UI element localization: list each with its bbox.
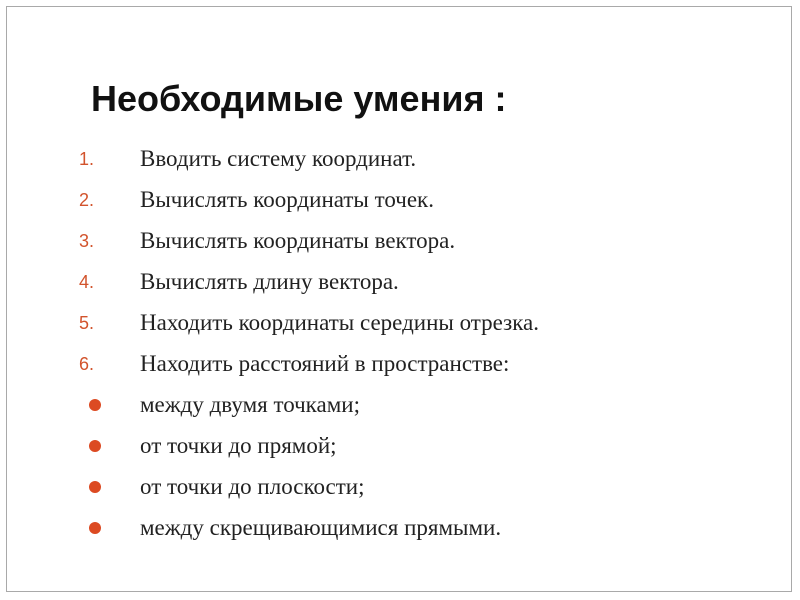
list-item-text: между скрещивающимися прямыми. bbox=[140, 515, 502, 540]
list-number: 6. bbox=[79, 354, 95, 374]
list-item-text: Находить расстояний в пространстве: bbox=[140, 351, 510, 376]
bullet-dot-icon bbox=[89, 440, 101, 452]
list-item-text: Вычислять координаты вектора. bbox=[140, 228, 456, 253]
slide bbox=[6, 6, 792, 592]
list-item-text: Вводить систему координат. bbox=[140, 146, 417, 171]
list-item-text: Находить координаты середины отрезка. bbox=[140, 310, 539, 335]
list-item-text: от точки до плоскости; bbox=[140, 474, 365, 499]
bullet-dot-icon bbox=[89, 481, 101, 493]
bullet-dot-icon bbox=[89, 522, 101, 534]
list-number: 1. bbox=[79, 149, 95, 169]
list-number: 2. bbox=[79, 190, 95, 210]
bullet-dot-icon bbox=[89, 399, 101, 411]
slide-title: Необходимые умения : bbox=[91, 78, 507, 119]
list-number: 4. bbox=[79, 272, 95, 292]
list-item-text: между двумя точками; bbox=[140, 392, 360, 417]
list-item-text: от точки до прямой; bbox=[140, 433, 337, 458]
list-number: 3. bbox=[79, 231, 95, 251]
list-item-text: Вычислять длину вектора. bbox=[140, 269, 399, 294]
list-item-text: Вычислять координаты точек. bbox=[140, 187, 434, 212]
list-number: 5. bbox=[79, 313, 95, 333]
